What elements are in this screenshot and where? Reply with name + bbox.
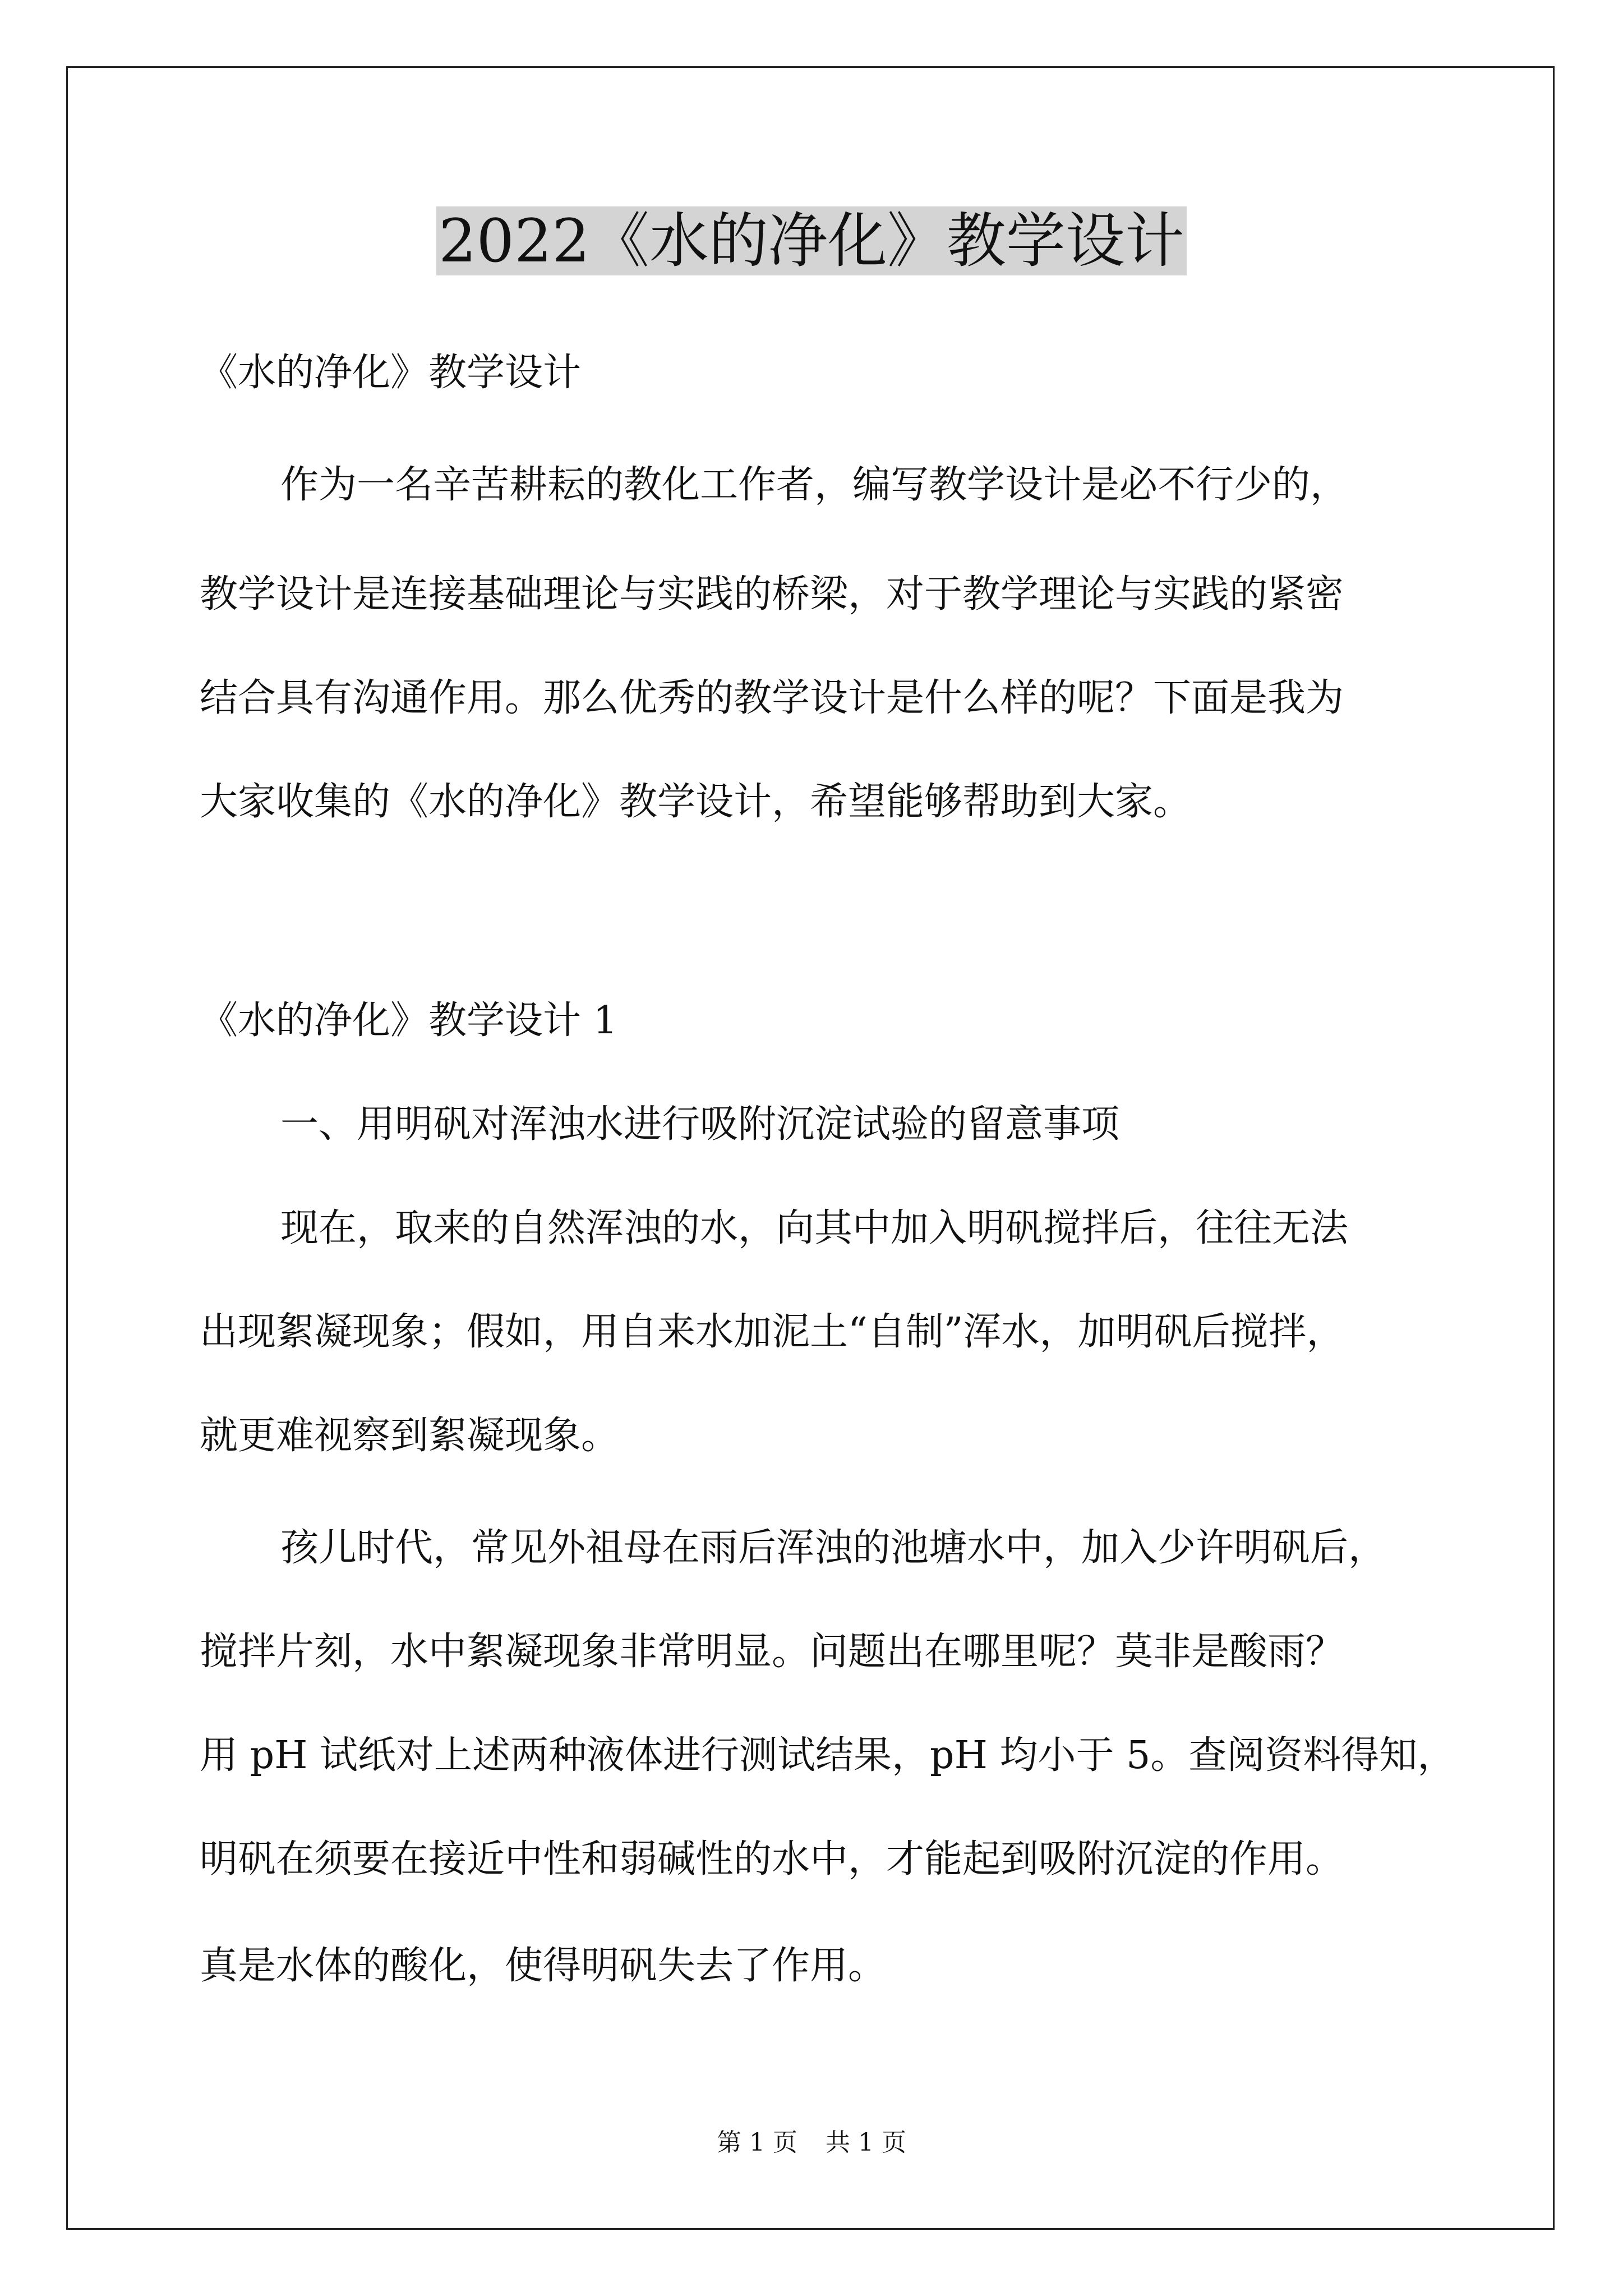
document-subtitle: 《水的净化》教学设计 [200, 351, 582, 395]
para1-line-1: 现在，取来的自然浑浊的水，向其中加入明矾搅拌后，往往无法 [280, 1206, 1349, 1250]
section-heading: 一、用明矾对浑浊水进行吸附沉淀试验的留意事项 [280, 1102, 1120, 1147]
para2-line-2: 搅拌片刻，水中絮凝现象非常明显。问题出在哪里呢？莫非是酸雨？ [200, 1630, 1344, 1674]
page-number: 第 1 页 [717, 2128, 797, 2157]
section-title: 《水的净化》教学设计 1 [200, 999, 617, 1043]
intro-line-3: 结合具有沟通作用。那么优秀的教学设计是什么样的呢？下面是我为 [200, 676, 1344, 720]
para1-line-3: 就更难视察到絮凝现象。 [200, 1414, 620, 1458]
para2-line-1: 孩儿时代，常见外祖母在雨后浑浊的池塘水中，加入少许明矾后， [280, 1526, 1387, 1570]
intro-line-4: 大家收集的《水的净化》教学设计，希望能够帮助到大家。 [200, 780, 1192, 824]
document-title-text: 2022《水的净化》教学设计 [436, 206, 1187, 275]
intro-line-1: 作为一名辛苦耕耘的教化工作者，编写教学设计是必不行少的， [280, 463, 1349, 507]
page-footer [0, 2126, 1623, 2160]
para2-line-4: 明矾在须要在接近中性和弱碱性的水中，才能起到吸附沉淀的作用。 [200, 1837, 1344, 1881]
para2-line-3: 用 pH 试纸对上述两种液体进行测试结果，pH 均小于 5。查阅资料得知， [200, 1733, 1456, 1778]
para2-line-5: 真是水体的酸化，使得明矾失去了作用。 [200, 1944, 887, 1988]
page-total: 共 1 页 [826, 2128, 906, 2157]
para1-line-2: 出现絮凝现象；假如，用自来水加泥土“自制”浑水，加明矾后搅拌， [200, 1310, 1345, 1354]
intro-line-2: 教学设计是连接基础理论与实践的桥梁，对于教学理论与实践的紧密 [200, 572, 1344, 616]
document-title [0, 202, 1623, 280]
